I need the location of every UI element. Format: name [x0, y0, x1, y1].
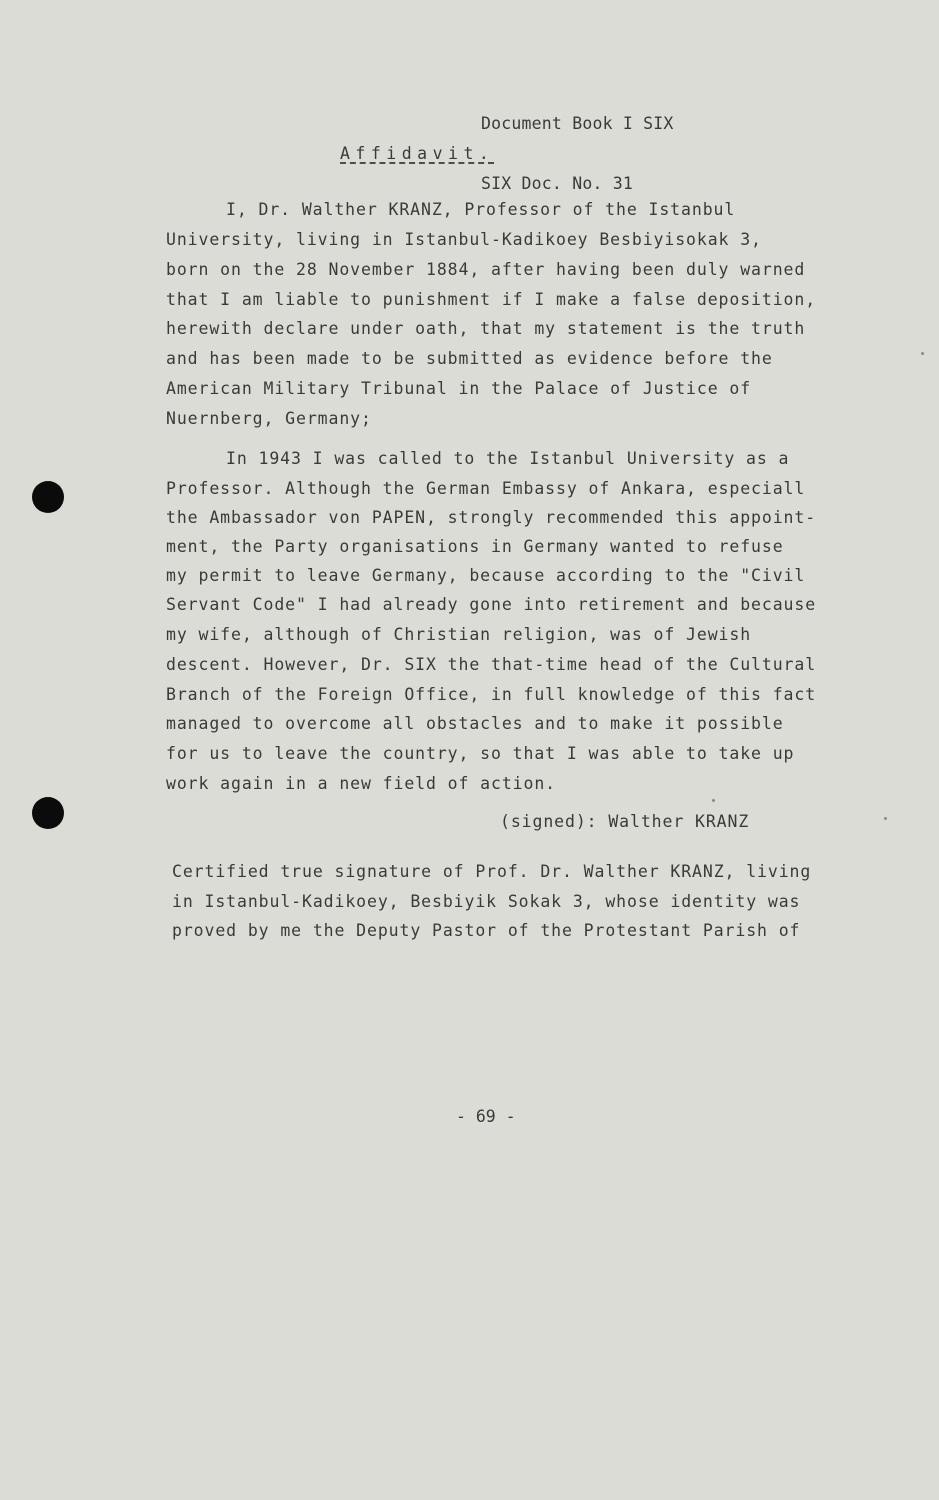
document-title: Affidavit.	[340, 144, 495, 163]
paragraph-1-line: born on the 28 November 1884, after having been duly warned	[166, 260, 806, 279]
paragraph-2-line: my wife, although of Christian religion, was of Jewish	[166, 625, 752, 644]
paper-speck	[921, 352, 924, 355]
certification-line: Certified true signature of Prof. Dr. Walther KRANZ, living	[172, 862, 812, 881]
paper-speck	[712, 799, 715, 802]
page-number: - 69 -	[456, 1107, 516, 1126]
paragraph-2-line: work again in a new field of action.	[166, 774, 557, 793]
paragraph-1-line: herewith declare under oath, that my statement is the truth	[166, 319, 806, 338]
paragraph-1-line: and has been made to be submitted as evidence before the	[166, 349, 773, 368]
paragraph-2-line: descent. However, Dr. SIX the that-time head of the Cultural	[166, 655, 817, 674]
paragraph-2-line: Branch of the Foreign Office, in full knowledge of this fact	[166, 685, 817, 704]
paragraph-2-line: for us to leave the country, so that I was able to take up	[166, 744, 795, 763]
paragraph-1-line: Nuernberg, Germany;	[166, 409, 372, 428]
punch-hole-top	[32, 481, 64, 513]
punch-hole-bottom	[32, 797, 64, 829]
paragraph-2-line: In 1943 I was called to the Istanbul University as a	[226, 449, 790, 468]
paragraph-2-line: managed to overcome all obstacles and to make it possible	[166, 714, 784, 733]
certification-line: proved by me the Deputy Pastor of the Protestant Parish of	[172, 921, 801, 940]
paragraph-1-line: University, living in Istanbul-Kadikoey Besbiyisokak 3,	[166, 230, 762, 249]
paragraph-2-line: Professor. Although the German Embassy of Ankara, especiall	[166, 479, 806, 498]
paper-speck	[884, 817, 887, 820]
paragraph-1-line: I, Dr. Walther KRANZ, Professor of the Istanbul	[226, 200, 736, 219]
paragraph-2-line: my permit to leave Germany, because according to the "Civil	[166, 566, 806, 585]
paragraph-1-line: that I am liable to punishment if I make a false deposition,	[166, 290, 817, 309]
document-book-line: Document Book I SIX	[481, 114, 674, 133]
paragraph-1-line: American Military Tribunal in the Palace of Justice of	[166, 379, 752, 398]
document-number-line: SIX Doc. No. 31	[481, 174, 634, 193]
paragraph-2-line: the Ambassador von PAPEN, strongly recommended this appoint-	[166, 508, 817, 527]
paragraph-2-line: Servant Code" I had already gone into retirement and because	[166, 595, 817, 614]
certification-line: in Istanbul-Kadikoey, Besbiyik Sokak 3, whose identity was	[172, 892, 801, 911]
signature-line: (signed): Walther KRANZ	[500, 812, 750, 831]
paragraph-2-line: ment, the Party organisations in Germany wanted to refuse	[166, 537, 784, 556]
